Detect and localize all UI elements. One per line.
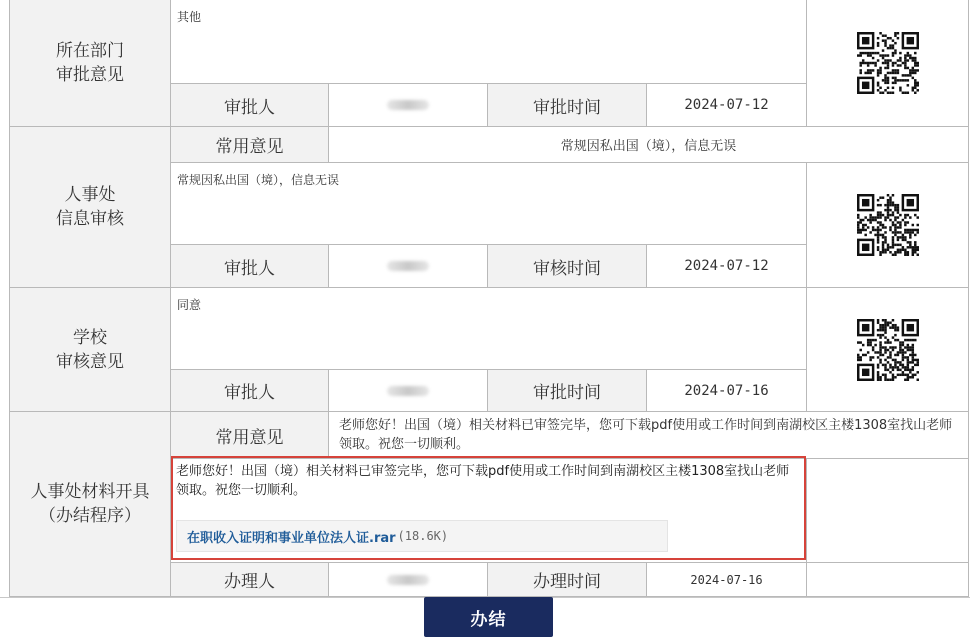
materials-common-value-cell[interactable] <box>329 412 969 459</box>
school-date-cell <box>647 370 807 412</box>
materials-time-label-cell <box>488 563 647 597</box>
hr-approver-name-redacted <box>387 261 429 271</box>
highlight-annotation-box <box>171 456 806 560</box>
dept-qr-cell <box>807 0 969 127</box>
materials-time-label: 办理时间 <box>533 572 601 592</box>
hr-time-label-cell <box>488 245 647 288</box>
school-opinion-text: 同意 <box>177 298 202 312</box>
hr-common-value-cell[interactable] <box>329 127 969 163</box>
dept-date: 2024-07-12 <box>684 97 769 113</box>
dept-time-label-cell <box>488 84 647 127</box>
materials-empty-cell-2 <box>807 563 969 597</box>
qr-code-icon <box>857 194 919 256</box>
qr-code-icon <box>857 319 919 381</box>
hr-date: 2024-07-12 <box>684 258 769 274</box>
school-section-label-cell <box>10 288 171 412</box>
dept-approver-label: 审批人 <box>224 97 275 118</box>
hr-approver-label-cell <box>171 245 329 288</box>
dept-opinion-cell <box>171 0 807 84</box>
dept-approver-value-cell <box>329 84 488 127</box>
materials-common-opinion[interactable]: 老师您好！出国（境）相关材料已审签完毕，您可下载pdf使用或工作时间到南湖校区主楼1308室找山老师领取。祝您一切顺利。 <box>339 418 953 452</box>
dept-section-label-cell <box>10 0 171 127</box>
materials-date-cell <box>647 563 807 597</box>
school-approver-name-redacted <box>387 386 429 396</box>
hr-section-label: 人事处 信息审核 <box>56 185 124 229</box>
school-section-label: 学校 审核意见 <box>56 327 124 372</box>
hr-approver-value-cell <box>329 245 488 288</box>
hr-common-label-cell <box>171 127 329 163</box>
materials-date: 2024-07-16 <box>690 572 763 587</box>
hr-date-cell <box>647 245 807 288</box>
materials-result-text: 老师您好！出国（境）相关材料已审签完毕，您可下载pdf使用或工作时间到南湖校区主楼1308室找山老师领取。祝您一切顺利。 <box>176 464 790 498</box>
materials-section-label: 人事处材料开具 （办结程序） <box>30 482 150 526</box>
hr-approver-label: 审批人 <box>224 258 275 279</box>
dept-approver-label-cell <box>171 84 329 127</box>
materials-empty-cell <box>807 459 969 563</box>
school-approver-label-cell <box>171 370 329 412</box>
finish-button[interactable]: 办结 <box>424 597 553 637</box>
attachment-name[interactable]: 在职收入证明和事业单位法人证.rar <box>187 530 396 546</box>
materials-common-label: 常用意见 <box>215 427 284 448</box>
school-qr-cell <box>807 288 969 412</box>
hr-qr-cell <box>807 163 969 288</box>
hr-opinion-cell <box>171 163 807 245</box>
materials-handler-label-cell <box>171 563 329 597</box>
materials-section-label-cell <box>10 412 171 597</box>
dept-section-label: 所在部门 审批意见 <box>56 41 124 85</box>
hr-common-label: 常用意见 <box>215 137 284 157</box>
school-date: 2024-07-16 <box>684 382 769 399</box>
attachment-size: (18.6K) <box>397 529 449 543</box>
dept-time-label: 审批时间 <box>533 97 601 118</box>
hr-opinion-text: 常规因私出国（境），信息无误 <box>177 173 340 187</box>
materials-handler-name-redacted <box>387 575 429 585</box>
materials-handler-label: 办理人 <box>224 572 275 592</box>
school-approver-value-cell <box>329 370 488 412</box>
materials-common-label-cell <box>171 412 329 459</box>
hr-time-label: 审核时间 <box>533 258 601 279</box>
dept-date-cell <box>647 84 807 127</box>
materials-handler-value-cell <box>329 563 488 597</box>
school-approver-label: 审批人 <box>224 383 275 403</box>
dept-approver-name-redacted <box>387 100 429 110</box>
hr-section-label-cell <box>10 127 171 288</box>
hr-common-opinion[interactable]: 常规因私出国（境），信息无误 <box>560 139 737 154</box>
school-time-label-cell <box>488 370 647 412</box>
dept-opinion-text: 其他 <box>177 10 202 24</box>
school-opinion-cell <box>171 288 807 370</box>
school-time-label: 审批时间 <box>533 383 601 403</box>
qr-code-icon <box>857 32 919 94</box>
